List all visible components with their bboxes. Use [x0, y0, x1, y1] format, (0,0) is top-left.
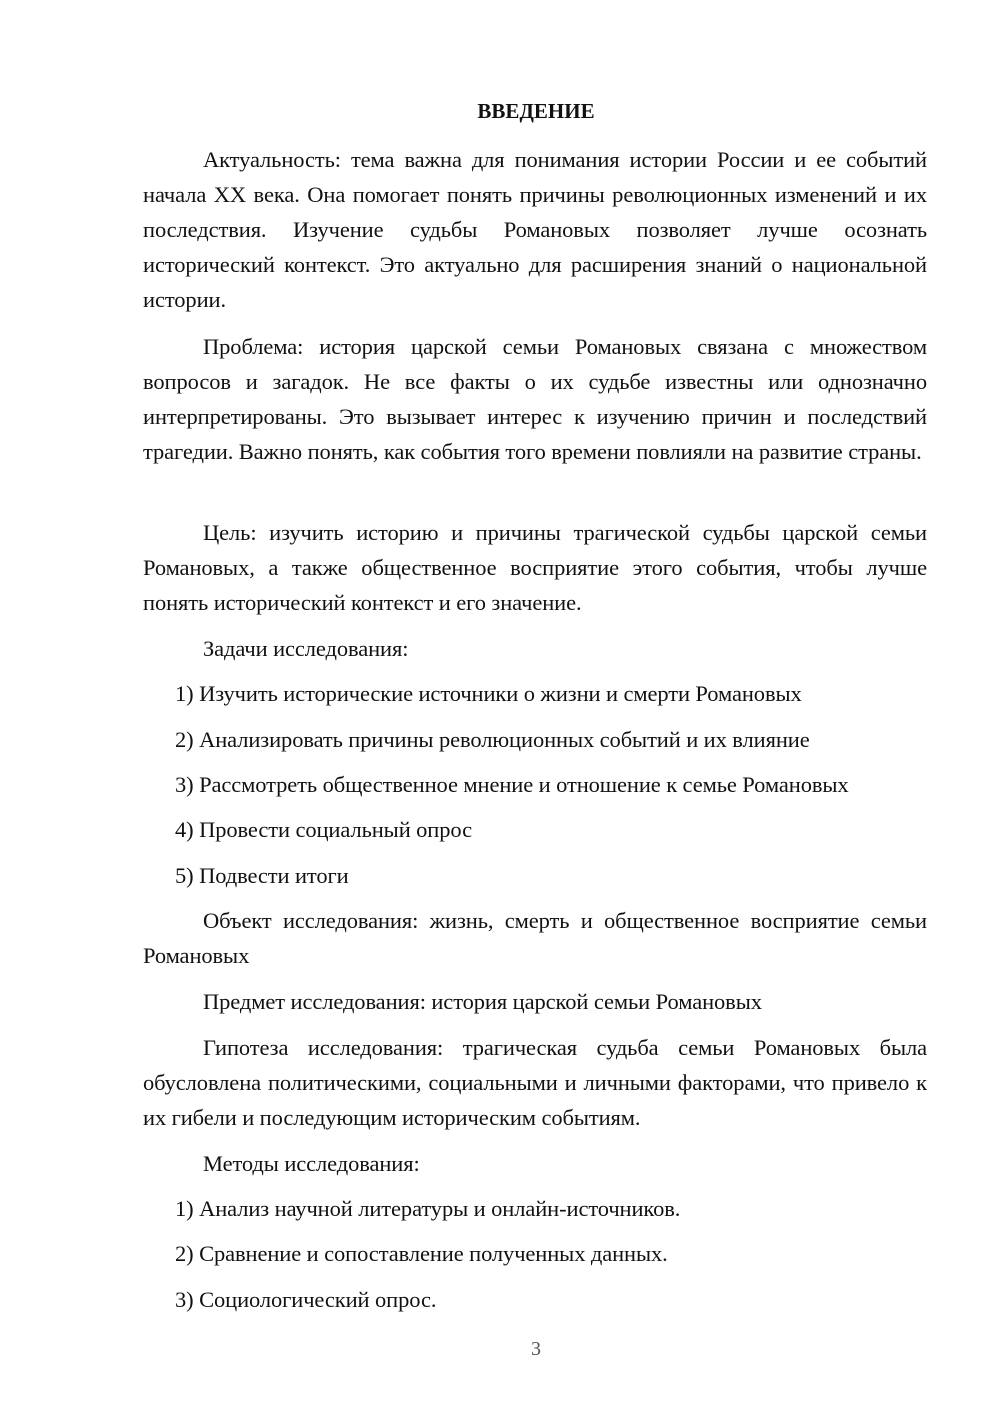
task-item: 5) Подвести итоги — [175, 863, 349, 888]
task-item: 2) Анализировать причины революционных событий и их влияние — [175, 727, 810, 752]
methods-title: Методы исследования: — [203, 1151, 420, 1176]
task-item: 4) Провести социальный опрос — [175, 817, 472, 842]
tasks-title: Задачи исследования: — [203, 636, 409, 661]
goal-paragraph: Цель: изучить историю и причины трагической судьбы царской семьи Романовых, а также общественное восприятие этого события, чтобы лучше понять исторический контекст и его значение. — [143, 520, 927, 615]
page-number: 3 — [531, 1338, 541, 1360]
section-heading: ВВЕДЕНИЕ — [477, 99, 595, 123]
task-item: 1) Изучить исторические источники о жизни и смерти Романовых — [175, 681, 802, 706]
method-item: 1) Анализ научной литературы и онлайн-источников. — [175, 1196, 681, 1221]
method-item: 3) Социологический опрос. — [175, 1287, 437, 1312]
object-paragraph: Объект исследования: жизнь, смерть и общественное восприятие семьи Романовых — [143, 908, 927, 968]
subject-paragraph: Предмет исследования: история царской семьи Романовых — [203, 989, 762, 1014]
relevance-paragraph: Актуальность: тема важна для понимания истории России и ее событий начала XX века. Она помогает понять причины революционных изменений и их последствия. Изучение судьбы Романовых позволяет лучше осознать исторический контекст. Это актуально для расширения знаний о национальной истории. — [143, 147, 927, 312]
task-item: 3) Рассмотреть общественное мнение и отношение к семье Романовых — [175, 772, 849, 797]
problem-paragraph: Проблема: история царской семьи Романовых связана с множеством вопросов и загадок. Не все факты о их судьбе известны или однозначно интерпретированы. Это вызывает интерес к изучению причин и последствий трагедии. Важно понять, как события того времени повлияли на развитие страны. — [143, 334, 927, 464]
method-item: 2) Сравнение и сопоставление полученных данных. — [175, 1241, 668, 1266]
hypothesis-paragraph: Гипотеза исследования: трагическая судьба семьи Романовых была обусловлена политическими, социальными и личными факторами, что привело к их гибели и последующим историческим событиям. — [143, 1035, 927, 1130]
